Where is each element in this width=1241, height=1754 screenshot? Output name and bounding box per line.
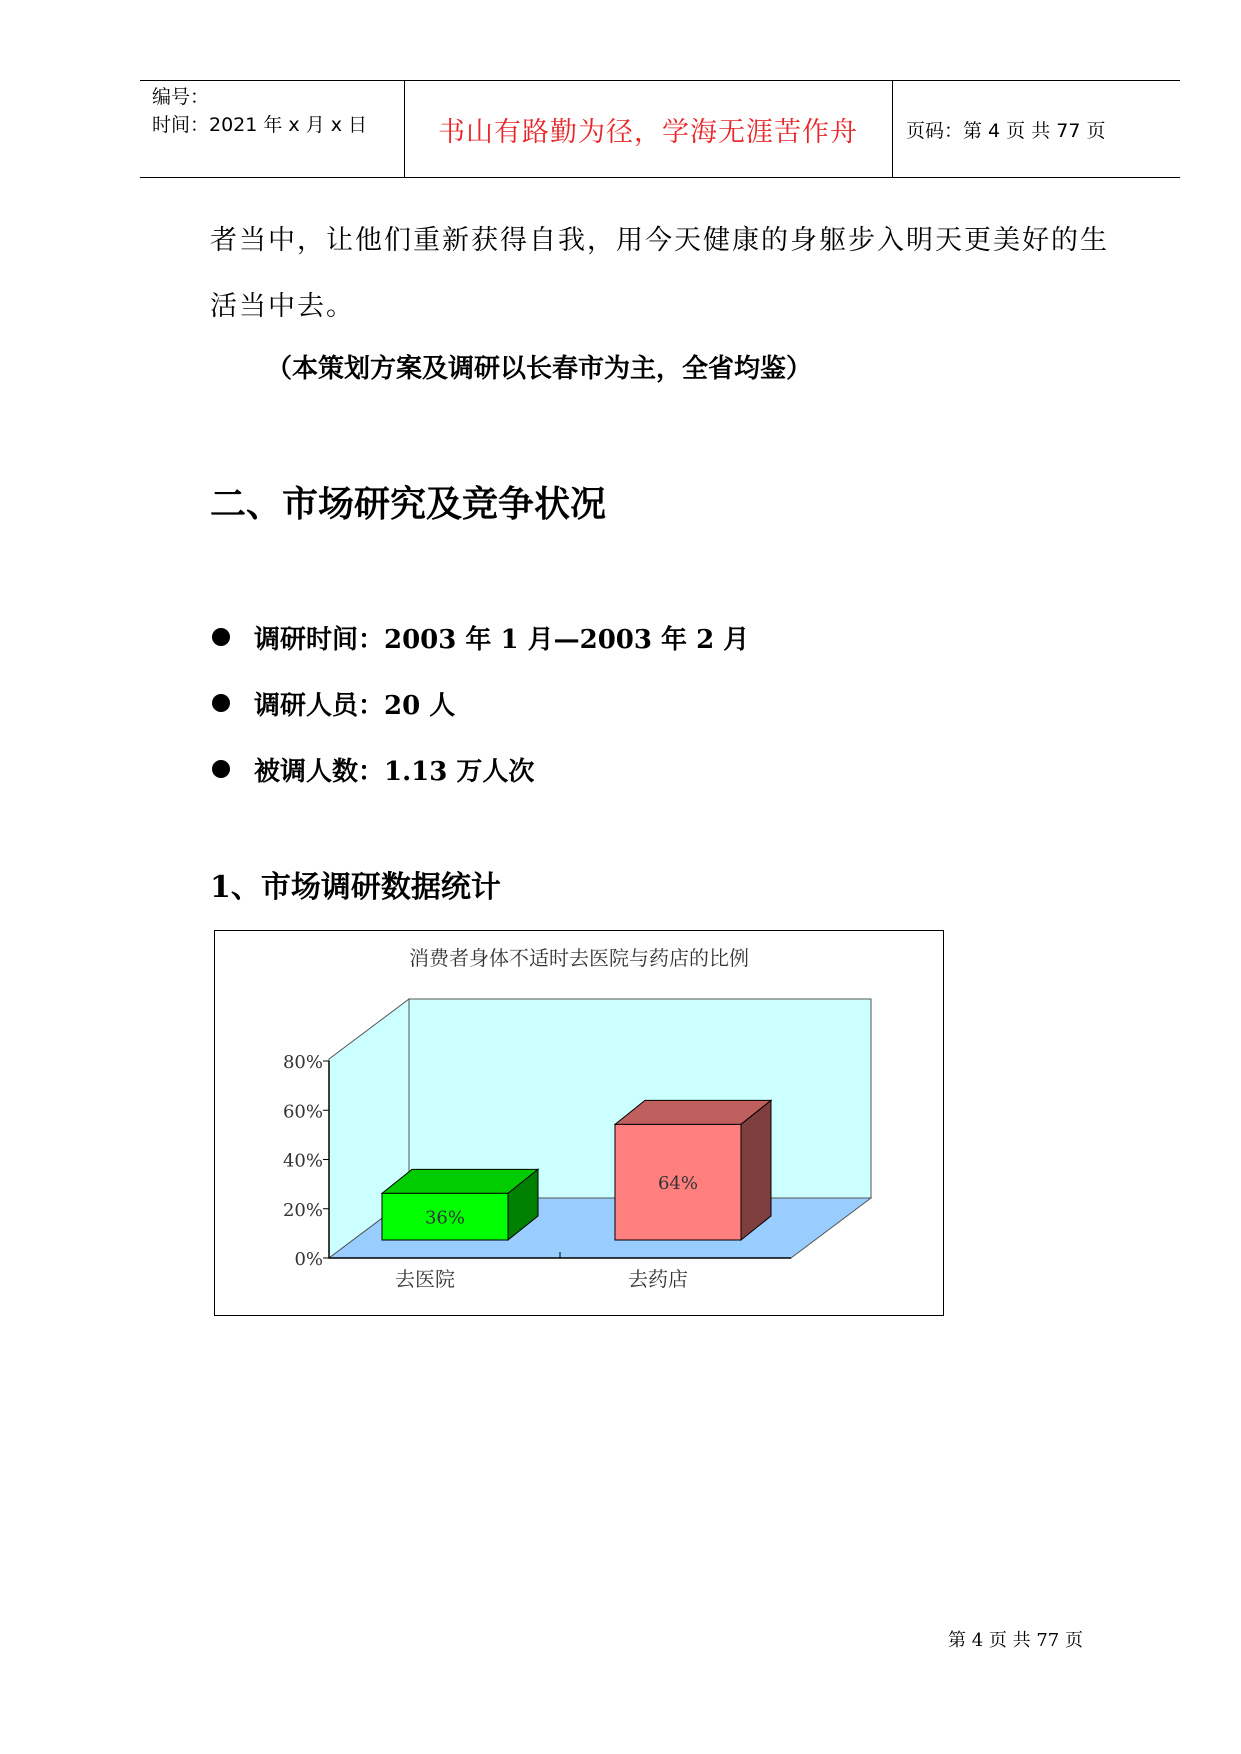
y-tick-label: 0% bbox=[294, 1249, 323, 1270]
scope-note: （本策划方案及调研以长春市为主，全省均鉴） bbox=[266, 354, 813, 384]
survey-info-list bbox=[212, 604, 749, 802]
list-item bbox=[212, 604, 749, 670]
bar-chart-svg bbox=[215, 931, 943, 1315]
paragraph-line-1: 者当中，让他们重新获得自我，用今天健康的身躯步入明天更美好的生 bbox=[210, 225, 1109, 256]
header-motto: 书山有路勤为径，学海无涯苦作舟 bbox=[438, 116, 858, 148]
list-item bbox=[212, 670, 749, 736]
page-footer: 第 4 页 共 77 页 bbox=[948, 1630, 1083, 1651]
survey-staff: 调研人员：20 人 bbox=[254, 690, 456, 721]
list-item bbox=[212, 736, 749, 802]
y-tick-label: 60% bbox=[282, 1101, 323, 1123]
bar-side-face bbox=[741, 1100, 771, 1240]
header-number-label: 编号： bbox=[152, 86, 210, 108]
y-tick-label: 20% bbox=[282, 1199, 323, 1221]
survey-respondents: 被调人数：1.13 万人次 bbox=[254, 756, 535, 787]
subsection-title: 1、市场调研数据统计 bbox=[210, 870, 501, 905]
bullet-dot-icon bbox=[212, 628, 230, 646]
header-left-cell bbox=[140, 81, 405, 177]
page-header bbox=[140, 80, 1180, 178]
y-tick-label: 40% bbox=[282, 1150, 323, 1172]
header-date-label: 时间：2021 年 x 月 x 日 bbox=[152, 114, 368, 136]
bar-chart bbox=[214, 930, 944, 1316]
y-tick-label: 80% bbox=[282, 1052, 323, 1073]
section-title: 二、市场研究及竞争状况 bbox=[210, 483, 607, 525]
x-category-label: 去医院 bbox=[395, 1267, 455, 1291]
bullet-dot-icon bbox=[212, 760, 230, 778]
x-category-label: 去药店 bbox=[628, 1267, 688, 1291]
header-page-cell bbox=[892, 81, 1180, 177]
survey-time: 调研时间：2003 年 1 月—2003 年 2 月 bbox=[254, 624, 750, 655]
paragraph-line-2: 活当中去。 bbox=[210, 291, 355, 322]
bullet-dot-icon bbox=[212, 694, 230, 712]
header-page-info: 页码：第 4 页 共 77 页 bbox=[906, 119, 1106, 142]
chart-title: 消费者身体不适时去医院与药店的比例 bbox=[409, 946, 749, 970]
header-motto-cell bbox=[404, 81, 893, 177]
bar-value-label: 64% bbox=[657, 1173, 699, 1195]
bar-value-label: 36% bbox=[424, 1207, 466, 1229]
